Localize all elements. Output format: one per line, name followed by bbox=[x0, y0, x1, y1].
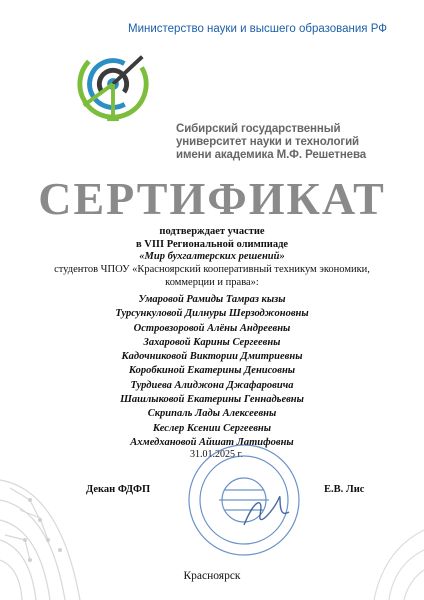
students-line: студентов ЧПОУ «Красноярский кооперативный техникум экономики, bbox=[54, 264, 370, 275]
participant-name: Шашлыковой Екатерины Геннадьевны bbox=[120, 394, 304, 406]
signer-name: Е.В. Лис bbox=[324, 484, 365, 495]
olympiad-text: в VIII Региональной олимпиаде bbox=[135, 238, 289, 250]
participant-name: Островзоровой Алёны Андреевны bbox=[133, 322, 291, 334]
participant-name: Турдиева Алиджона Джафаровича bbox=[130, 379, 294, 391]
participant-name: Скрипаль Лады Алексеевны bbox=[147, 408, 277, 420]
participant-name: Кеслер Ксении Сергеевны bbox=[152, 422, 272, 434]
decorative-circuit-pattern-right bbox=[354, 520, 424, 600]
university-name-line: университет науки и технологий bbox=[176, 136, 360, 148]
participant-name: Кадочниковой Виктории Дмитриевны bbox=[121, 351, 303, 363]
certificate-intro bbox=[0, 226, 424, 264]
participant-name: Турсункуловой Дилнуры Шерзоджоновны bbox=[115, 308, 309, 320]
university-name-line: имени академика М.Ф. Решетнева bbox=[176, 149, 367, 161]
university-name-line: Сибирский государственный bbox=[176, 123, 341, 135]
university-logo bbox=[74, 45, 152, 123]
confirms-text: подтверждает участие bbox=[159, 226, 265, 237]
participants-list bbox=[0, 293, 424, 450]
participant-name: Ахмедхановой Айшат Латифовны bbox=[130, 436, 294, 448]
certificate-title: СЕРТИФИКАТ bbox=[38, 173, 386, 224]
participant-name: Умаровой Рамиды Тамраз кызы bbox=[138, 294, 286, 305]
participant-name: Захаровой Карины Сергеевны bbox=[143, 336, 281, 348]
official-stamp bbox=[184, 440, 304, 560]
olympiad-name: «Мир бухгалтерских решений» bbox=[139, 251, 285, 262]
city: Красноярск bbox=[183, 570, 241, 582]
students-institution bbox=[0, 264, 424, 289]
signer-title: Декан ФДФП bbox=[86, 484, 151, 495]
university-name bbox=[176, 123, 366, 162]
participant-name: Коробкиной Екатерины Денисовны bbox=[128, 365, 296, 377]
ministry-title: Министерство науки и высшего образования РФ bbox=[128, 23, 388, 35]
certificate-date: 31.01.2025 г. bbox=[190, 449, 243, 460]
students-line: коммерции и права»: bbox=[165, 276, 259, 288]
